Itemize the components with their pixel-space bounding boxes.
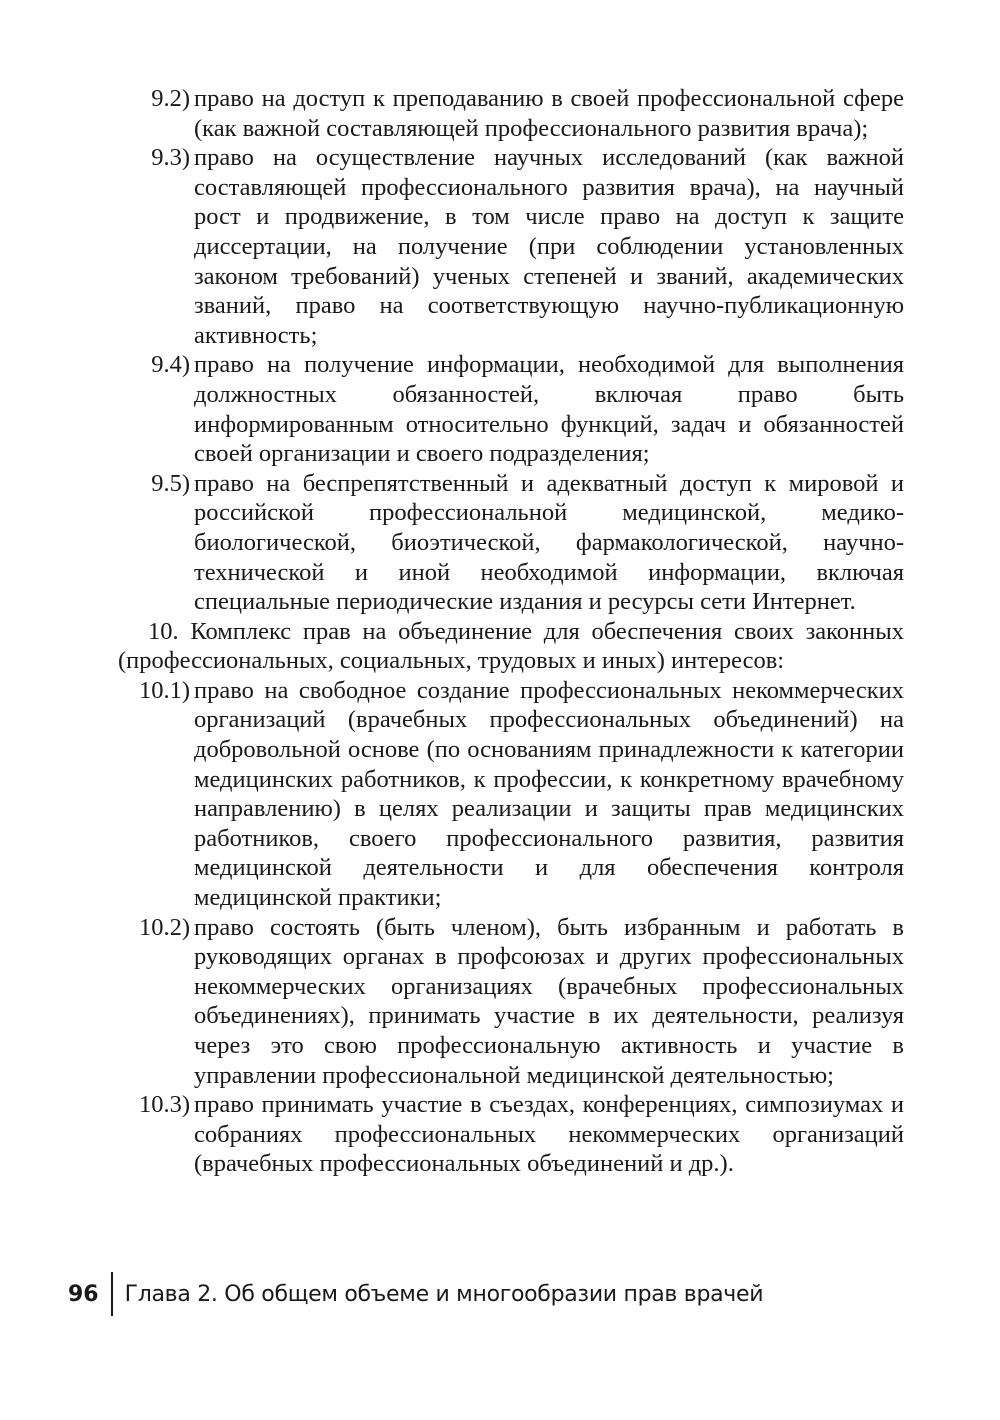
item-text: право на свободное создание профессиональных некоммерческих организаций (врачебных профессиональных объединений) на добровольной основе (по основаниям принадлежности к категории медицинских работников, к профессии, к конкретному врачебному направлению) в целях реализации и защиты прав медицинских работников, своего профессионального развития, развития медицинской деятельности и для обеспечения контроля медицинской практики; — [194, 676, 904, 912]
item-number: 10.2) — [138, 913, 190, 941]
running-chapter-title: Глава 2. Об общем объеме и многообразии прав врачей — [124, 1281, 764, 1307]
list-item-9-4 — [118, 350, 904, 468]
body-text — [118, 84, 904, 1179]
item-text: право на получение информации, необходимой для выполнения должностных обязанностей, включая право быть информированным относительно функций, задач и обязанностей своей организации и своего подразделения; — [194, 351, 904, 468]
list-item-9-3 — [118, 143, 904, 350]
item-number: 9.3) — [151, 144, 190, 172]
item-number: 10.1) — [138, 676, 190, 704]
paragraph-10-intro: 10. Комплекс прав на объединение для обеспечения своих законных (профессиональных, социальных, трудовых и иных) интересов: — [118, 617, 904, 675]
item-text: право состоять (быть членом), быть избранным и работать в руководящих органах в профсоюзах и других профессиональных некоммерческих организациях (врачебных профессиональных объединениях), принимать участие в их деятельности, реализуя через это свою профессиональную активность и участие в управлении профессиональной медицинской деятельностью; — [194, 913, 904, 1089]
item-text: право принимать участие в съездах, конференциях, симпозиумах и собраниях профессиональных некоммерческих организаций (врачебных профессиональных объединений и др.). — [194, 1091, 904, 1178]
list-item-10-3 — [118, 1090, 904, 1179]
item-number: 9.4) — [151, 351, 190, 379]
item-text: право на беспрепятственный и адекватный доступ к мировой и российской профессиональной медицинской, медико-биологической, биоэтической, фармакологической, научно-технической и иной необходимой информации, включая специальные периодические издания и ресурсы сети Интернет. — [194, 469, 904, 616]
item-text: право на доступ к преподаванию в своей профессиональной сфере (как важной составляющей профессионального развития врача); — [194, 85, 904, 142]
item-number: 10.3) — [138, 1091, 190, 1119]
item-number: 9.2) — [151, 85, 190, 112]
page-number: 96 — [68, 1281, 99, 1307]
list-item-9-5 — [118, 469, 904, 617]
list-item-9-2 — [118, 84, 904, 143]
page-footer — [68, 1272, 763, 1316]
list-item-10-1 — [118, 676, 904, 913]
list-item-10-2 — [118, 913, 904, 1091]
item-text: право на осуществление научных исследований (как важной составляющей профессионального развития врача), на научный рост и продвижение, в том числе право на доступ к защите диссертации, на получение (при соблюдении установленных законом требований) ученых степеней и званий, академических званий, право на соответствующую научно-публикационную активность; — [194, 144, 904, 349]
item-number: 9.5) — [151, 469, 190, 497]
